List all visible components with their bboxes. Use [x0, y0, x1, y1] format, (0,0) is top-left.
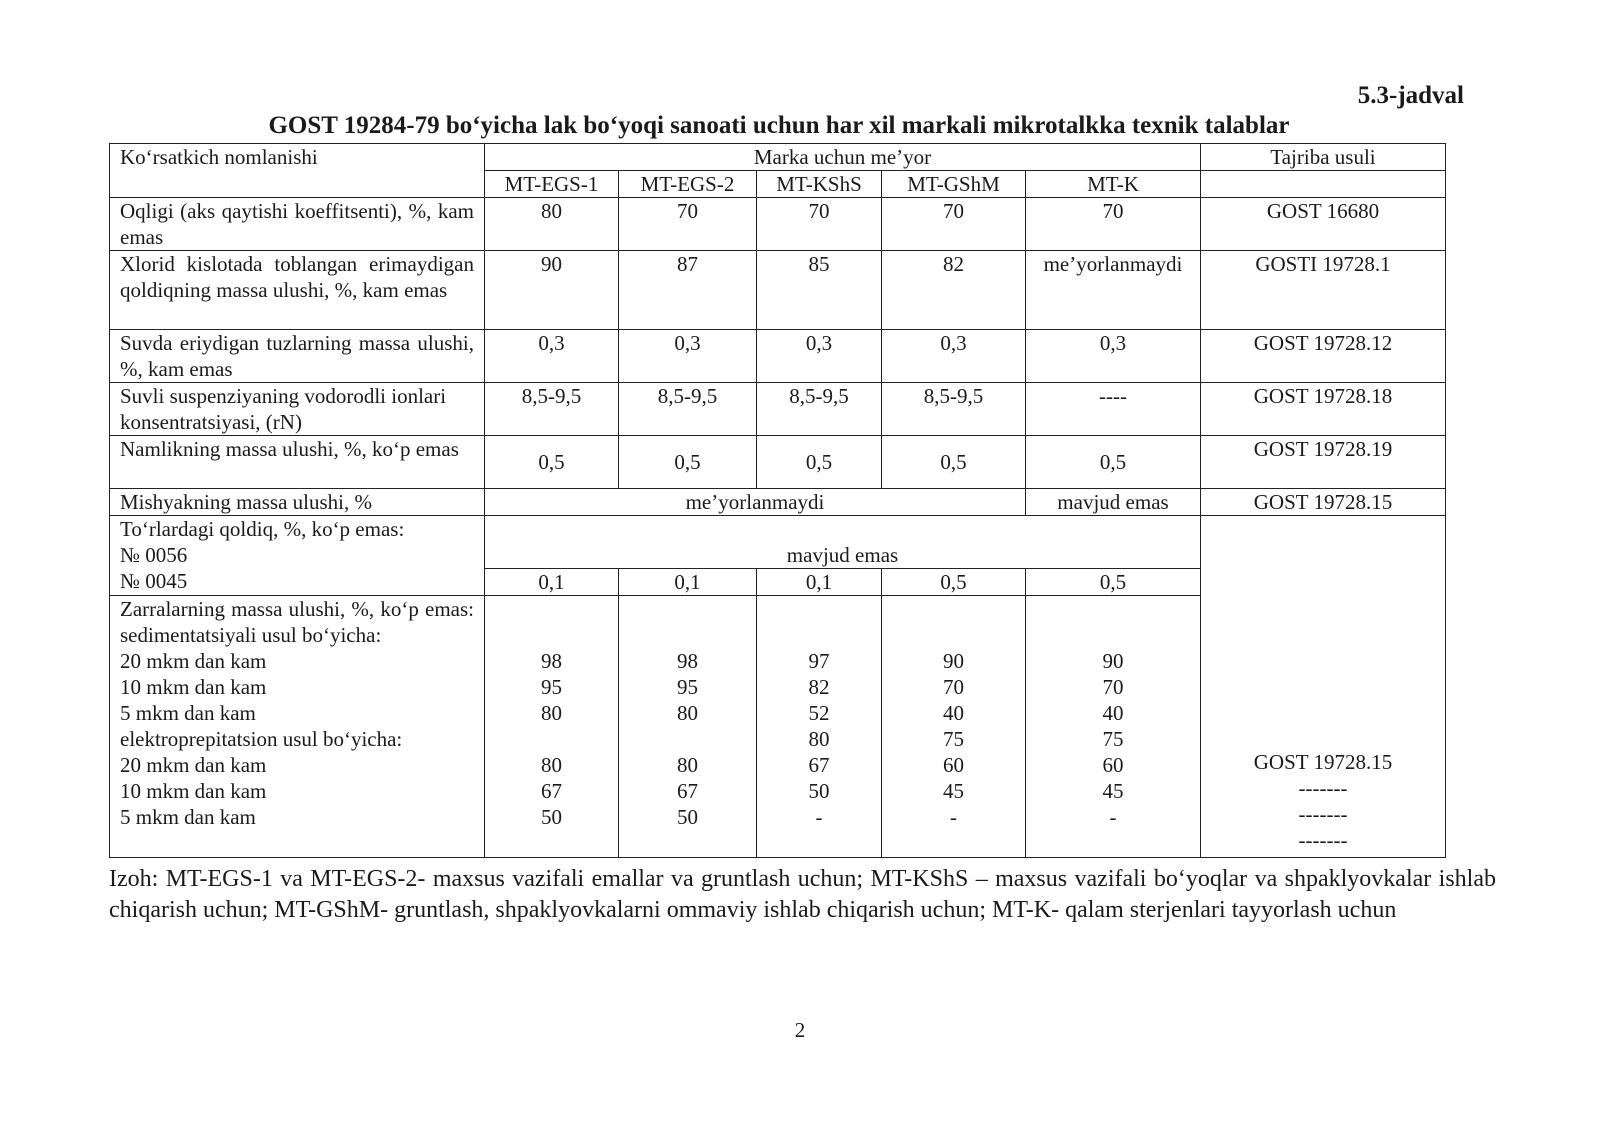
cell-value: me’yorlanmaydi — [1026, 251, 1201, 330]
header-brand: MT-K — [1026, 171, 1201, 198]
row-name: Suvli suspenziyaning vodorodli ionlari konsentratsiyasi, (rN) — [110, 383, 485, 436]
method-line: ------- — [1298, 802, 1348, 826]
cell-value: 75 — [943, 727, 964, 751]
row-name: Namlikning massa ulushi, %, ko‘p emas — [110, 436, 485, 489]
particles-line: 10 mkm dan kam — [120, 779, 267, 803]
table-title: GOST 19284-79 bo‘yicha lak bo‘yoqi sanoati uchun har xil markali mikrotalkka texnik talablar — [268, 112, 1290, 139]
requirements-table — [109, 143, 1446, 858]
cell-value: 98 — [677, 649, 698, 673]
cell-value: 97 — [808, 649, 830, 673]
cell-value: 70 — [1026, 198, 1201, 251]
sieve-no-0045: № 0045 — [120, 569, 188, 593]
cell-value: 60 — [943, 753, 964, 777]
particles-col-mt-egs-1 — [485, 596, 619, 858]
page-number: 2 — [794, 1018, 806, 1042]
cell-value: 50 — [808, 779, 830, 803]
particles-col-mt-egs-2 — [619, 596, 757, 858]
cell-value: 0,3 — [882, 330, 1026, 383]
cell-value: 45 — [943, 779, 964, 803]
particles-line: elektroprepitatsion usul bo‘yicha: — [120, 727, 403, 751]
table-row — [110, 251, 1446, 330]
cell-value: 75 — [1102, 727, 1124, 751]
cell-value: 0,5 — [619, 436, 757, 489]
cell-value: 0,5 — [1026, 436, 1201, 489]
cell-value: 52 — [808, 701, 830, 725]
cell-value: 45 — [1102, 779, 1124, 803]
cell-value: 0,5 — [485, 436, 619, 489]
particles-col-mt-gshm — [882, 596, 1026, 858]
cell-value: - — [815, 805, 823, 829]
cell-value: 70 — [882, 198, 1026, 251]
particles-col-mt-kshs — [757, 596, 882, 858]
cell-value: 80 — [541, 753, 562, 777]
cell-value: 70 — [757, 198, 882, 251]
particles-line: 20 mkm dan kam — [120, 753, 267, 777]
cell-value: 50 — [677, 805, 698, 829]
particles-col-mt-k — [1026, 596, 1201, 858]
cell-value: 80 — [541, 701, 562, 725]
cell-value: 8,5-9,5 — [619, 383, 757, 436]
cell-value: 98 — [541, 649, 562, 673]
cell-value — [495, 726, 608, 752]
cell-method: GOST 19728.15 — [1201, 489, 1446, 516]
cell-value: 80 — [808, 727, 830, 751]
header-norm-group: Marka uchun me’yor — [485, 144, 1201, 171]
cell-method-particles — [1201, 516, 1446, 858]
cell-value: 90 — [943, 649, 964, 673]
cell-value: 70 — [1102, 675, 1124, 699]
method-line: ------- — [1298, 776, 1348, 800]
cell-value: 0,5 — [882, 569, 1026, 596]
cell-value: - — [1109, 805, 1117, 829]
cell-value: 0,5 — [882, 436, 1026, 489]
header-row-1 — [110, 144, 1446, 171]
row-name-sieve — [110, 516, 485, 596]
cell-value: 40 — [943, 701, 964, 725]
cell-value: 70 — [619, 198, 757, 251]
cell-value: 8,5-9,5 — [757, 383, 882, 436]
cell-value: 0,5 — [757, 436, 882, 489]
cell-value: 0,5 — [1026, 569, 1201, 596]
particles-line: 5 mkm dan kam — [120, 805, 256, 829]
cell-value: 8,5-9,5 — [882, 383, 1026, 436]
cell-method: GOSTI 19728.1 — [1201, 251, 1446, 330]
cell-value: 80 — [677, 753, 698, 777]
method-line: GOST 19728.15 — [1253, 750, 1393, 774]
cell-value: 95 — [541, 675, 562, 699]
header-method: Tajriba usuli — [1201, 144, 1446, 171]
cell-method: GOST 16680 — [1201, 198, 1446, 251]
table-note: Izoh: MT-EGS-1 va MT-EGS-2- maxsus vazifali emallar va gruntlash uchun; MT-KShS – maxsus vazifali bo‘yoqlar va shpaklyovkalar ishlab chiqarish uchun; MT-GShM- gruntlash, shpaklyovkalarni ommaviy ishlab chiqarish uchun; MT-K- qalam sterjenlari tayyorlash uchun — [109, 866, 1496, 923]
row-name: Oqligi (aks qaytishi koeffitsenti), %, kam emas — [110, 198, 485, 251]
header-brand: MT-EGS-2 — [619, 171, 757, 198]
cell-value: 8,5-9,5 — [485, 383, 619, 436]
cell-value: 0,3 — [757, 330, 882, 383]
cell-value: 90 — [1102, 649, 1124, 673]
cell-value: mavjud emas — [485, 516, 1201, 569]
cell-value: 80 — [485, 198, 619, 251]
particles-heading: Zarralarning massa ulushi, %, ko‘p emas: sedimentatsiyali usul bo‘yicha: — [120, 597, 474, 647]
cell-value: 40 — [1102, 701, 1124, 725]
cell-value — [629, 726, 746, 752]
cell-value: 50 — [541, 805, 562, 829]
cell-value: - — [950, 805, 957, 829]
row-name-particles — [110, 596, 485, 858]
cell-value: mavjud emas — [1026, 489, 1201, 516]
table-row-sieve — [110, 516, 1446, 569]
cell-method: GOST 19728.12 — [1201, 330, 1446, 383]
cell-value: 0,1 — [485, 569, 619, 596]
header-method-empty — [1201, 171, 1446, 198]
table-label: 5.3-jadval — [1357, 82, 1464, 109]
cell-value: 87 — [619, 251, 757, 330]
cell-value: 82 — [808, 675, 830, 699]
particles-line: 5 mkm dan kam — [120, 701, 256, 725]
cell-value: 80 — [677, 701, 698, 725]
cell-method: GOST 19728.19 — [1201, 436, 1446, 489]
cell-value: 67 — [808, 753, 830, 777]
method-line: ------- — [1298, 828, 1348, 852]
table-row — [110, 198, 1446, 251]
cell-value: 0,1 — [757, 569, 882, 596]
table-row — [110, 436, 1446, 489]
cell-value: 0,3 — [619, 330, 757, 383]
cell-value: 85 — [757, 251, 882, 330]
table-row — [110, 383, 1446, 436]
table-row-arsenic — [110, 489, 1446, 516]
cell-value: ---- — [1026, 383, 1201, 436]
cell-value: 0,3 — [485, 330, 619, 383]
cell-value: 60 — [1102, 753, 1124, 777]
header-brand: MT-GShM — [882, 171, 1026, 198]
header-brand: MT-KShS — [757, 171, 882, 198]
cell-method: GOST 19728.18 — [1201, 383, 1446, 436]
particles-line: 20 mkm dan kam — [120, 649, 267, 673]
row-name: Mishyakning massa ulushi, % — [110, 489, 485, 516]
row-name: Xlorid kislotada toblangan erimaydigan qoldiqning massa ulushi, %, kam emas — [110, 251, 485, 330]
header-indicator: Ko‘rsatkich nomlanishi — [110, 144, 485, 198]
cell-value: 82 — [882, 251, 1026, 330]
cell-value: 95 — [677, 675, 698, 699]
sieve-heading: To‘rlardagi qoldiq, %, ko‘p emas: — [120, 517, 405, 541]
particles-line: 10 mkm dan kam — [120, 675, 267, 699]
cell-value: 0,1 — [619, 569, 757, 596]
row-name: Suvda eriydigan tuzlarning massa ulushi, %, kam emas — [110, 330, 485, 383]
sieve-no-0056: № 0056 — [120, 543, 188, 567]
table-row — [110, 330, 1446, 383]
cell-value: me’yorlanmaydi — [485, 489, 1026, 516]
cell-value: 70 — [943, 675, 964, 699]
header-brand: MT-EGS-1 — [485, 171, 619, 198]
cell-value: 67 — [541, 779, 562, 803]
cell-value: 67 — [677, 779, 698, 803]
cell-value: 0,3 — [1026, 330, 1201, 383]
cell-value: 90 — [485, 251, 619, 330]
